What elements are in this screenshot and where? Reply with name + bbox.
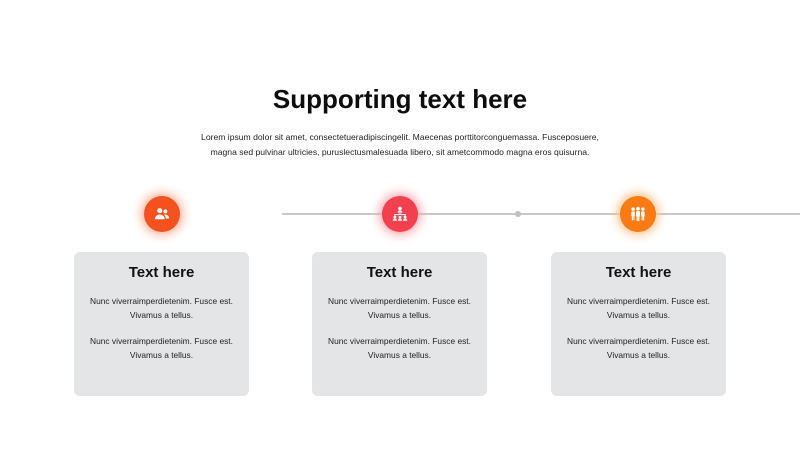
card-title: Text here xyxy=(366,264,433,281)
card-title: Text here xyxy=(128,264,195,281)
org-chart-icon xyxy=(391,205,409,223)
card-paragraph: Nunc viverraimperdietenim. Fusce est. Vivamus a tellus. xyxy=(328,296,471,320)
card-paragraph: Nunc viverraimperdietenim. Fusce est. Vivamus a tellus. xyxy=(567,336,710,360)
card-paragraph: Nunc viverraimperdietenim. Fusce est. Vivamus a tellus. xyxy=(567,296,710,320)
step-1-badge xyxy=(144,196,180,232)
page-subtitle: Lorem ipsum dolor sit amet, consectetueradipiscingelit. Maecenas porttitorconguemassa. Fusceposuere, magna sed pulvinar ultricies, puruslectusmalesuada libero, sit ametcommodo magna eros quisurna. xyxy=(201,132,599,157)
step-1-card xyxy=(74,252,249,396)
timeline-line xyxy=(282,213,800,215)
card-paragraph: Nunc viverraimperdietenim. Fusce est. Vivamus a tellus. xyxy=(90,296,233,320)
card-paragraph: Nunc viverraimperdietenim. Fusce est. Vivamus a tellus. xyxy=(90,336,233,360)
team-icon xyxy=(629,205,647,223)
page-title: Supporting text here xyxy=(272,84,528,114)
step-3-badge xyxy=(620,196,656,232)
step-3-card xyxy=(551,252,726,396)
timeline-dot xyxy=(515,211,521,217)
card-title: Text here xyxy=(605,264,672,281)
step-2-badge xyxy=(382,196,418,232)
users-icon xyxy=(153,205,171,223)
card-paragraph: Nunc viverraimperdietenim. Fusce est. Vivamus a tellus. xyxy=(328,336,471,360)
step-2-card xyxy=(312,252,487,396)
